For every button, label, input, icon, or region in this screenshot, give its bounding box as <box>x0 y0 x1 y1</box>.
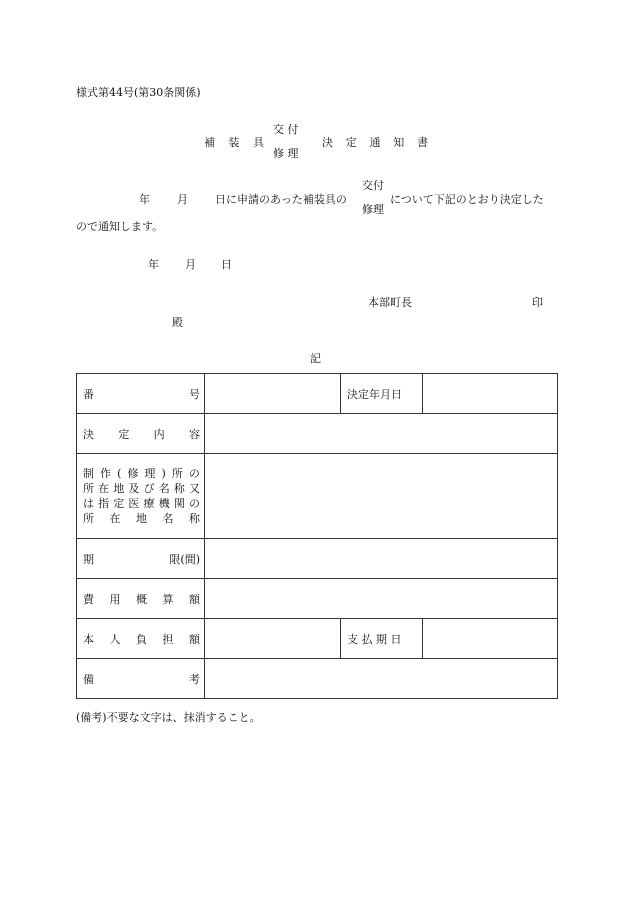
value-self-pay[interactable] <box>205 619 341 659</box>
title-left <box>204 134 264 150</box>
body-day-text: 日に申請のあった補装具の <box>215 193 347 206</box>
label-char: 算 <box>162 592 174 606</box>
title-char: 具 <box>253 136 264 149</box>
label-char: 容 <box>188 427 200 441</box>
title-char: 書 <box>417 136 428 149</box>
label-char: 医 <box>128 497 140 510</box>
label-char: 関 <box>173 497 185 510</box>
body-option-top: 交付 <box>362 179 384 192</box>
label-char: 制 <box>83 467 94 480</box>
label-char: 概 <box>136 592 147 606</box>
body-continuation: ので通知します。 <box>76 220 164 233</box>
body-option-bottom: 修理 <box>362 203 384 216</box>
label-char: 在 <box>98 482 110 495</box>
value-period[interactable] <box>205 539 558 579</box>
title-char: 補 <box>204 136 215 149</box>
label-decision-content <box>77 414 205 454</box>
label-estimated-cost <box>77 579 205 619</box>
value-remarks[interactable] <box>205 659 558 699</box>
label-period <box>77 539 205 579</box>
recipient-honorific: 殿 <box>172 316 183 329</box>
label-char: 期 <box>83 552 94 566</box>
row-remarks <box>77 659 558 699</box>
label-char: の <box>188 467 200 480</box>
label-char: 及 <box>128 482 140 495</box>
row-estimated-cost <box>77 579 558 619</box>
label-char: 用 <box>109 592 121 606</box>
label-char: は <box>83 497 94 510</box>
footnote: (備考)不要な文字は、抹消すること。 <box>76 711 261 724</box>
title-char: 通 <box>369 136 381 149</box>
value-estimated-cost[interactable] <box>205 579 558 619</box>
label-char: 名 <box>162 512 174 525</box>
title-char: 定 <box>345 136 357 149</box>
label-char: 費 <box>83 592 94 606</box>
title-right <box>322 134 428 150</box>
label-char: ) <box>161 467 166 480</box>
label-char: 機 <box>158 497 170 510</box>
value-decision-date[interactable] <box>423 374 558 414</box>
label-char: 称 <box>189 512 200 525</box>
label-char: 定 <box>113 497 125 510</box>
sender-office: 本部町長 <box>368 296 412 309</box>
label-char: 作 <box>100 467 112 480</box>
label-char: 考 <box>189 672 200 686</box>
form-number: 様式第44号(第30条関係) <box>76 86 201 99</box>
label-char: ( <box>117 467 122 480</box>
label-manufacturer <box>77 454 205 539</box>
date-year: 年 <box>148 258 159 271</box>
row-number <box>77 374 558 414</box>
label-char: 地 <box>136 512 147 525</box>
label-char: 所 <box>171 467 183 480</box>
value-payment-date[interactable] <box>423 619 558 659</box>
ki-heading: 記 <box>310 352 321 365</box>
label-char: 本 <box>83 632 94 646</box>
label-char: 担 <box>162 632 174 646</box>
row-decision-content <box>77 414 558 454</box>
label-char: 額 <box>189 592 200 606</box>
label-char: 在 <box>109 512 121 525</box>
label-char: 人 <box>109 632 121 646</box>
row-manufacturer <box>77 454 558 539</box>
label-self-pay <box>77 619 205 659</box>
value-manufacturer[interactable] <box>205 454 558 539</box>
title-char: 装 <box>228 136 240 149</box>
body-year: 年 <box>139 193 150 206</box>
date-day: 日 <box>221 258 232 271</box>
date-month: 月 <box>185 258 196 271</box>
body-month: 月 <box>177 193 188 206</box>
title-char: 決 <box>322 136 333 149</box>
label-char: 修 <box>127 467 139 480</box>
label-char: び <box>143 482 155 495</box>
label-char: 備 <box>83 672 94 686</box>
label-payment-date: 支 払 期 日 <box>341 619 423 659</box>
label-char: 定 <box>118 427 130 441</box>
value-number[interactable] <box>205 374 341 414</box>
title-char: 知 <box>393 136 405 149</box>
label-char: 決 <box>83 427 94 441</box>
label-char: 内 <box>153 427 165 441</box>
label-char: の <box>188 497 200 510</box>
title-option-top: 交 付 <box>273 123 299 136</box>
title-option-bottom: 修 理 <box>273 147 299 160</box>
label-text: 限(間) <box>169 552 200 566</box>
row-self-pay <box>77 619 558 659</box>
decision-table <box>76 373 558 699</box>
label-char: 号 <box>189 387 200 401</box>
value-decision-content[interactable] <box>205 414 558 454</box>
label-char: 負 <box>136 632 147 646</box>
label-char: 額 <box>189 632 200 646</box>
label-char: 地 <box>113 482 125 495</box>
label-number <box>77 374 205 414</box>
label-char: 指 <box>98 497 110 510</box>
label-char: 理 <box>144 467 156 480</box>
body-suffix: について下記のとおり決定した <box>390 193 544 206</box>
seal-mark: 印 <box>532 296 543 309</box>
label-char: 療 <box>143 497 155 510</box>
label-remarks <box>77 659 205 699</box>
label-char: 名 <box>158 482 170 495</box>
label-char: 又 <box>188 482 200 495</box>
label-char: 所 <box>83 482 94 495</box>
label-char: 称 <box>173 482 185 495</box>
label-char: 所 <box>83 512 94 525</box>
label-char: 番 <box>83 387 94 401</box>
row-period <box>77 539 558 579</box>
label-decision-date: 決定年月日 <box>341 374 423 414</box>
